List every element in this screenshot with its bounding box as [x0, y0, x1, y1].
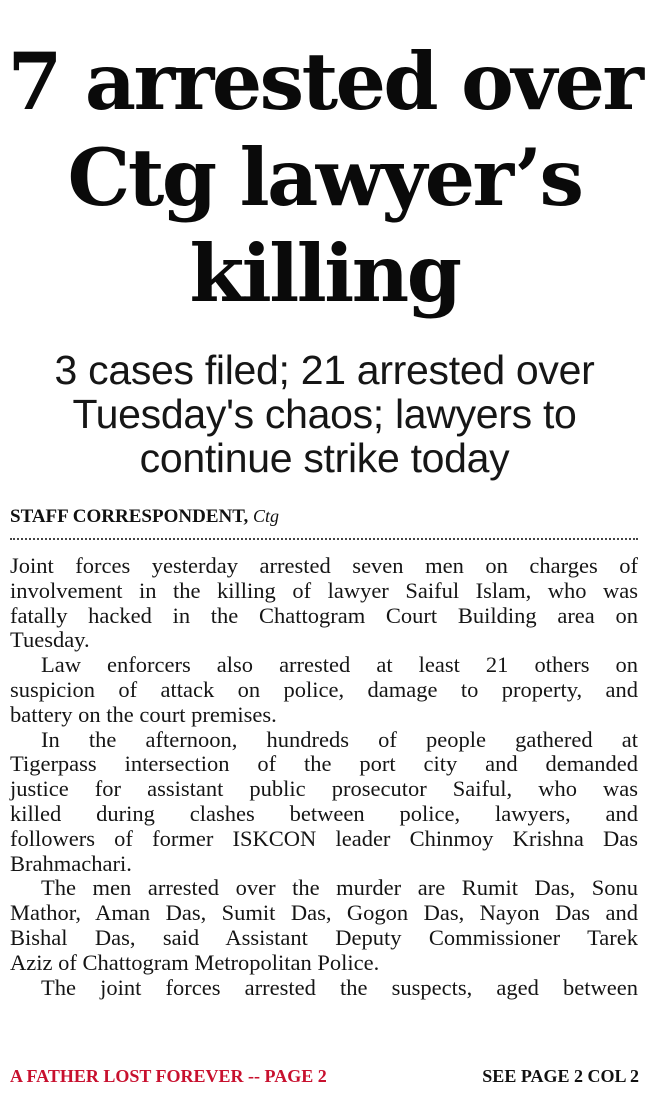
dotted-divider — [10, 538, 638, 540]
byline-location: Ctg — [252, 506, 279, 526]
article-line: involvement in the killing of lawyer Saiful Islam, who was — [10, 577, 638, 603]
article-line: Mathor, Aman Das, Sumit Das, Gogon Das, Nayon Das and — [10, 900, 638, 926]
headline-line-1: 7 arrested over — [7, 35, 642, 128]
article-line: Brahmachari. — [10, 850, 132, 876]
article-paragraph-2 — [10, 653, 638, 727]
article-line: Joint forces yesterday arrested seven men on charges of — [10, 553, 638, 578]
article-line: fatally hacked in the Chattogram Court Building area on — [10, 602, 638, 628]
article-paragraph-5 — [10, 976, 638, 1001]
article-paragraph-3 — [10, 728, 638, 877]
byline — [10, 505, 279, 528]
article-line: Bishal Das, said Assistant Deputy Commissioner Tarek — [10, 924, 638, 950]
headline-line-3: killing — [189, 227, 460, 320]
article-line: Aziz of Chattogram Metropolitan Police. — [10, 949, 380, 975]
article-paragraph-4 — [10, 876, 638, 975]
article-line: The joint forces arrested the suspects, aged between — [41, 974, 638, 1000]
article-line: suspicion of attack on police, damage to property, and — [10, 676, 638, 702]
article-line: Law enforcers also arrested at least 21 others on — [41, 652, 638, 678]
subheadline-line-2: Tuesday's chaos; lawyers to — [72, 391, 577, 437]
article-line: Tuesday. — [10, 627, 90, 653]
byline-author: STAFF CORRESPONDENT, — [10, 506, 249, 527]
article-paragraph-1 — [10, 554, 638, 653]
article-body — [10, 554, 638, 1000]
article-line: The men arrested over the murder are Rumit Das, Sonu — [41, 875, 638, 901]
article-line: battery on the court premises. — [10, 701, 277, 727]
article-line: justice for assistant public prosecutor Saiful, who was — [10, 776, 638, 802]
subheadline — [0, 348, 649, 480]
headline-line-2: Ctg lawyer’s — [67, 131, 582, 224]
related-story-link[interactable]: A FATHER LOST FOREVER -- PAGE 2 — [10, 1066, 327, 1086]
article-line: followers of former ISKCON leader Chinmoy Krishna Das — [10, 825, 638, 851]
article-line: In the afternoon, hundreds of people gathered at — [41, 726, 638, 752]
headline — [0, 34, 649, 322]
article-line: Tigerpass intersection of the port city and demanded — [10, 751, 638, 777]
subheadline-line-1: 3 cases filed; 21 arrested over — [54, 347, 595, 393]
subheadline-line-3: continue strike today — [139, 435, 510, 481]
article-line: killed during clashes between police, lawyers, and — [10, 800, 638, 826]
continued-jump-link[interactable]: SEE PAGE 2 COL 2 — [482, 1066, 639, 1086]
